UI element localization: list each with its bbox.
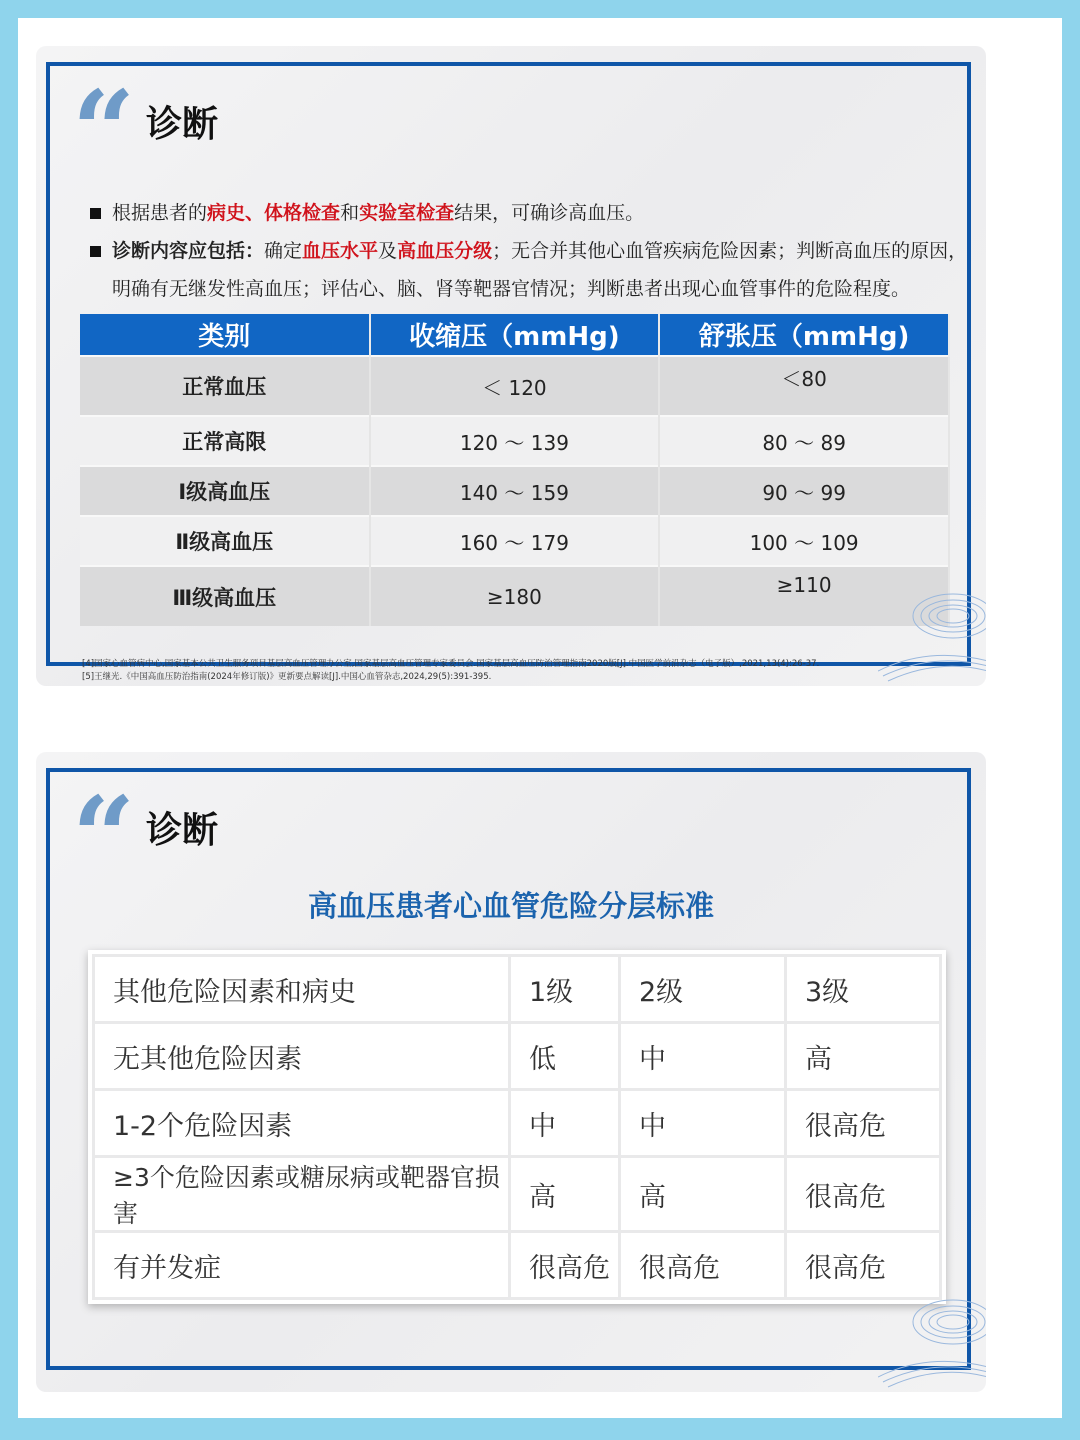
table-cell: ＜ 120 [370, 356, 660, 416]
highlight-text: 、 [245, 202, 265, 224]
table-cell: 低 [510, 1023, 620, 1090]
table-cell: 2级 [620, 956, 786, 1023]
bullet-square-icon [90, 246, 101, 257]
table-cell: 120 ～ 139 [370, 416, 660, 466]
table-cell: 80 ～ 89 [659, 416, 949, 466]
table-cell: 有并发症 [94, 1232, 510, 1299]
table-cell: ＜80 [659, 356, 949, 416]
table-row [94, 1232, 941, 1299]
table-cell: 1级 [510, 956, 620, 1023]
table-row [80, 566, 949, 626]
table-row [94, 1023, 941, 1090]
slide-diagnosis-bp-levels [36, 46, 986, 686]
table-cell: 中 [620, 1090, 786, 1157]
reference-item: [5]王继光.《中国高血压防治指南(2024年修订版)》更新要点解读[J].中国心血管杂志,2024,29(5):391-395. [82, 672, 492, 682]
highlight-text: 血压水平 [302, 240, 379, 262]
bullet-text: 结果，可确诊高血压。 [454, 202, 645, 224]
table-cell: Ⅱ级高血压 [80, 516, 370, 566]
references [82, 658, 942, 684]
bullet-list [90, 194, 970, 308]
table-cell: 很高危 [786, 1157, 941, 1232]
table-cell: 高 [510, 1157, 620, 1232]
wave-swirl-icon [878, 576, 986, 686]
risk-stratification-table [92, 954, 942, 1300]
table-row [94, 956, 941, 1023]
table-cell: 140 ～ 159 [370, 466, 660, 516]
quote-mark-icon: “ [72, 66, 122, 195]
table-row [80, 516, 949, 566]
table-cell: 很高危 [620, 1232, 786, 1299]
bullet-text: 确定 [264, 240, 303, 262]
bullet-item [90, 232, 970, 308]
slide-heading: 诊断 [146, 810, 219, 851]
table-cell: 其他危险因素和病史 [94, 956, 510, 1023]
highlight-text: 实验室检查 [359, 202, 455, 224]
table-cell: 很高危 [786, 1090, 941, 1157]
slide-frame [46, 62, 971, 682]
slide-diagnosis-risk-stratification [36, 752, 986, 1392]
bullet-item [90, 194, 970, 232]
table-cell: 高 [786, 1023, 941, 1090]
table-row [80, 466, 949, 516]
table-row [94, 1157, 941, 1232]
bullet-text: 根据患者的 [112, 202, 208, 224]
highlight-text: 高血压分级 [397, 240, 493, 262]
header-diastolic: 舒张压（mmHg) [659, 314, 949, 356]
table-header-row [80, 314, 949, 356]
table-title: 高血压患者心血管危险分层标准 [307, 889, 714, 923]
table-cell: 中 [510, 1090, 620, 1157]
bullet-square-icon [90, 208, 101, 219]
bullet-lead: 诊断内容应包括： [112, 240, 265, 262]
table-cell: Ⅰ级高血压 [80, 466, 370, 516]
table-row [94, 1090, 941, 1157]
reference-item: [4]国家心血管病中心,国家基本公共卫生服务项目基层高血压管理办公室,国家基层高血压管理专家委员会.国家基层高血压防治管理指南2020版[J].中国医学前沿杂志（电子版）,2021,13(4):26-37. [82, 659, 820, 669]
bullet-text: ；无合并其他心血管疾病危险因素；判断高血压的原因，明确有无继发性高血压；评估心、脑、肾等靶器官情况；判断患者出现心血管事件的危险程度。 [112, 240, 968, 300]
table-cell: ≥110 [659, 566, 949, 626]
table-row [80, 356, 949, 416]
table-cell: 90 ～ 99 [659, 466, 949, 516]
table-cell: ≥180 [370, 566, 660, 626]
quote-mark-icon: “ [72, 772, 122, 901]
bullet-text: 及 [378, 240, 398, 262]
table-cell: 高 [620, 1157, 786, 1232]
table-cell: 无其他危险因素 [94, 1023, 510, 1090]
header-systolic: 收缩压（mmHg) [370, 314, 660, 356]
table-cell: 很高危 [510, 1232, 620, 1299]
table-cell: 正常血压 [80, 356, 370, 416]
table-cell: 1-2个危险因素 [94, 1090, 510, 1157]
highlight-text: 体格检查 [264, 202, 341, 224]
table-cell: ≥3个危险因素或糖尿病或靶器官损害 [94, 1157, 510, 1232]
table-cell: 160 ～ 179 [370, 516, 660, 566]
table-cell: 正常高限 [80, 416, 370, 466]
table-row [80, 416, 949, 466]
bullet-text: 和 [340, 202, 360, 224]
header-category: 类别 [80, 314, 370, 356]
highlight-text: 病史 [207, 202, 246, 224]
table-cell: 中 [620, 1023, 786, 1090]
table-cell: 3级 [786, 956, 941, 1023]
table-cell: Ⅲ级高血压 [80, 566, 370, 626]
risk-table-card [88, 950, 946, 1304]
table-cell: 很高危 [786, 1232, 941, 1299]
table-cell: 100 ～ 109 [659, 516, 949, 566]
slide-heading: 诊断 [146, 104, 219, 145]
wave-swirl-icon [878, 1282, 986, 1392]
bp-classification-table [80, 314, 950, 626]
